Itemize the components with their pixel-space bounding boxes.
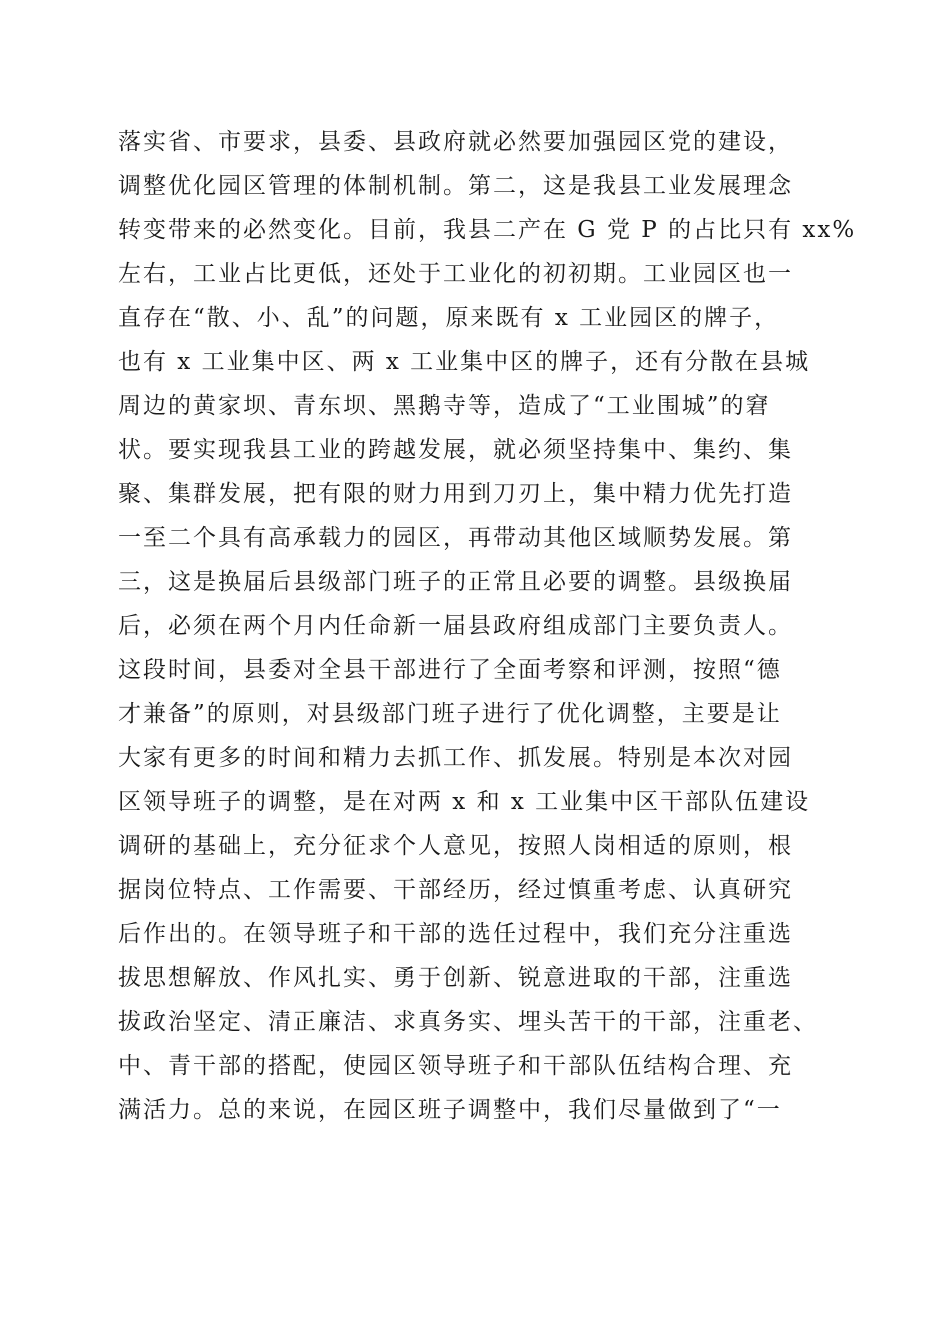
text-line: 后，必须在两个月内任命新一届县政府组成部门主要负责人。 [118,613,793,639]
text-line: 据岗位特点、工作需要、干部经历，经过慎重考虑、认真研究 [118,877,793,903]
text-line: 后作出的。在领导班子和干部的选任过程中，我们充分注重选 [118,921,793,947]
text-line: 一至二个具有高承载力的园区，再带动其他区域顺势发展。第 [118,525,793,551]
text-line: 满活力。总的来说，在园区班子调整中，我们尽量做到了“一 [118,1097,782,1123]
text-line: 三，这是换届后县级部门班子的正常且必要的调整。县级换届 [118,569,793,595]
text-line: 左右，工业占比更低，还处于工业化的初初期。工业园区也一 [118,261,793,287]
body-text [118,120,857,1132]
text-line: 周边的黄家坝、青东坝、黑鹅寺等，造成了“工业围城”的窘 [118,393,771,419]
text-line: 聚、集群发展，把有限的财力用到刀刃上，集中精力优先打造 [118,481,793,507]
text-line: 区领导班子的调整，是在对两 x 和 x 工业集中区干部队伍建设 [118,789,811,815]
text-line: 状。要实现我县工业的跨越发展，就必须坚持集中、集约、集 [118,437,793,463]
text-line: 调研的基础上，充分征求个人意见，按照人岗相适的原则，根 [118,833,793,859]
text-line: 落实省、市要求，县委、县政府就必然要加强园区党的建设， [118,129,793,155]
text-line: 也有 x 工业集中区、两 x 工业集中区的牌子，还有分散在县城 [118,349,811,375]
text-line: 直存在“散、小、乱”的问题，原来既有 x 工业园区的牌子， [118,305,780,331]
text-line: 拔政治坚定、清正廉洁、求真务实、埋头苦干的干部，注重老、 [118,1009,818,1035]
text-line: 才兼备”的原则，对县级部门班子进行了优化调整，主要是让 [118,701,782,727]
text-line: 拔思想解放、作风扎实、勇于创新、锐意进取的干部，注重选 [118,965,793,991]
text-line: 这段时间，县委对全县干部进行了全面考察和评测，按照“德 [118,657,782,683]
text-line: 大家有更多的时间和精力去抓工作、抓发展。特别是本次对园 [118,745,793,771]
text-line: 中、青干部的搭配，使园区领导班子和干部队伍结构合理、充 [118,1053,793,1079]
text-line: 调整优化园区管理的体制机制。第二，这是我县工业发展理念 [118,173,793,199]
text-line: 转变带来的必然变化。目前，我县二产在 G 党 P 的占比只有 xx% [118,217,857,243]
